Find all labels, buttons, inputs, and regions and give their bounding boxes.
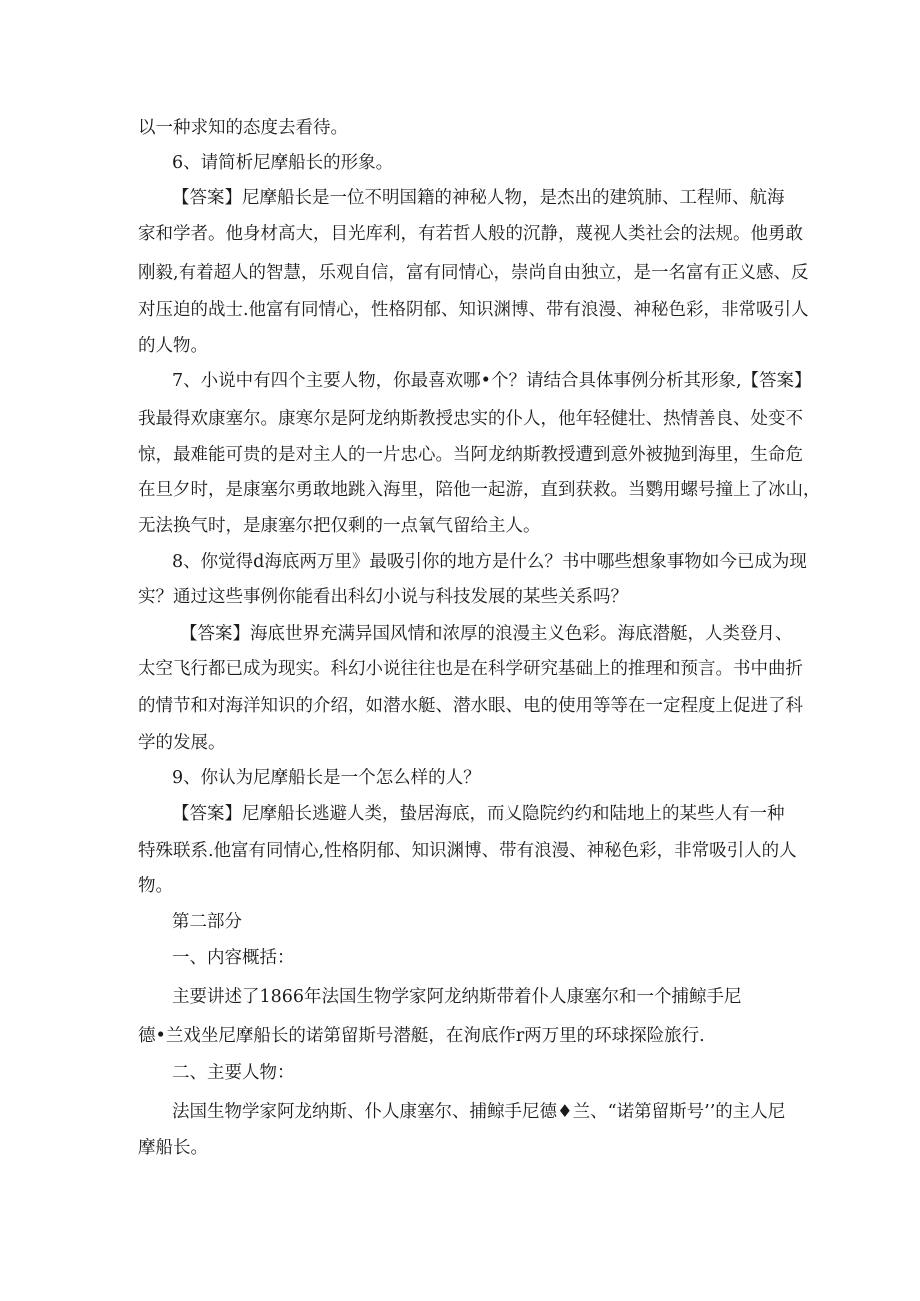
- characters-line-1: 法国生物学家阿龙纳斯、仆人康塞尔、捕鲸手尼德♦兰、“诺第留斯号’’的主人尼: [172, 1102, 786, 1122]
- answer-6-line-3: 刚毅,有着超人的智慧，乐观自信，富有同情心，崇尚自由独立，是一名富有正义感、反: [138, 263, 809, 283]
- answer-6-line-1: 【答案】尼摩船长是一位不明国籍的神秘人物，是杰出的建筑肺、工程师、航海: [172, 188, 785, 208]
- answer-6-line-2: 家和学者。他身材高大，目光库利，有若哲人般的沉静，蔑视人类社会的法规。他勇敢: [138, 224, 803, 244]
- question-7: 7、小说中有四个主要人物，你最喜欢哪•个？请结合具体事例分析其形象,【答案】: [172, 371, 812, 391]
- answer-7-line-4: 无法换气时，是康塞尔把仅剩的一点氧气留给主人。: [138, 516, 541, 536]
- answer-7-line-3: 在旦夕时，是康塞尔勇敢地跳入海里，陪他一起游，直到获救。当鹦用螺号撞上了冰山，: [138, 480, 821, 500]
- summary-line-1: 主要讲述了1866年法国生物学家阿龙纳斯带着仆人康塞尔和一个捕鲸手尼: [172, 987, 742, 1007]
- answer-9-line-1: 【答案】尼摩船长逃避人类，蛰居海底，而乂隐院约约和陆地上的某些人有一种: [172, 804, 785, 824]
- summary-line-2: 德•兰戏坐尼摩船长的诺第留斯号潜艇，在洵底作r两万里的环球探险旅行.: [138, 1026, 705, 1046]
- characters-line-2: 摩船长。: [138, 1138, 208, 1158]
- answer-6-line-5: 的人物。: [138, 336, 208, 356]
- answer-6-line-4: 对压迫的战士.他富有同情心，性格阴郁、知识渊博、带有浪漫、神秘色彩，非常吸引人: [138, 300, 809, 320]
- answer-7-line-1: 我最得欢康塞尔。康寒尔是阿龙纳斯教授忠实的仆人，他年轻健壮、热情善良、处变不: [138, 409, 803, 429]
- section-heading-part-two: 第二部分: [172, 912, 242, 932]
- answer-8-line-2: 太空飞行都已成为现实。科幻小说往往也是在科学研究基础上的推理和预言。书中曲折: [138, 659, 803, 679]
- answer-8-line-4: 学的发展。: [138, 733, 226, 753]
- answer-8-line-3: 的情节和对海洋知识的介绍，如潜水艇、潜水眼、电的使用等等在一定程度上促进了科: [138, 696, 803, 716]
- question-6: 6、请简析尼摩船长的形象。: [172, 153, 394, 173]
- answer-8-line-1: 【答案】海底世界充满异国风情和浓厚的浪漫主义色彩。海底潜艇，人类登月、: [180, 624, 793, 644]
- heading-content-summary: 一、内容概括：: [172, 948, 295, 968]
- heading-main-characters: 二、主要人物：: [172, 1063, 295, 1083]
- answer-7-line-2: 惊，最难能可贵的是对主人的一片忠心。当阿龙纳斯教授遭到意外被抛到海里，生命危: [138, 445, 803, 465]
- text-line-continuation: 以一种求知的态度去看待。: [138, 118, 348, 138]
- answer-9-line-2: 特殊联系.他富有同情心,性格阴郁、知识渊博、带有浪漫、神秘色彩，非常吸引人的人: [138, 841, 797, 861]
- question-8-line-1: 8、你觉得d海底两万里》最吸引你的地方是什么？书中哪些想象事物如今已成为现: [172, 552, 807, 572]
- question-8-line-2: 实？通过这些事例你能看出科幻小说与科技发展的某些关系吗？: [138, 587, 628, 607]
- answer-9-line-3: 物。: [138, 876, 173, 896]
- question-9: 9、你认为尼摩船长是一个怎么样的人？: [172, 768, 481, 788]
